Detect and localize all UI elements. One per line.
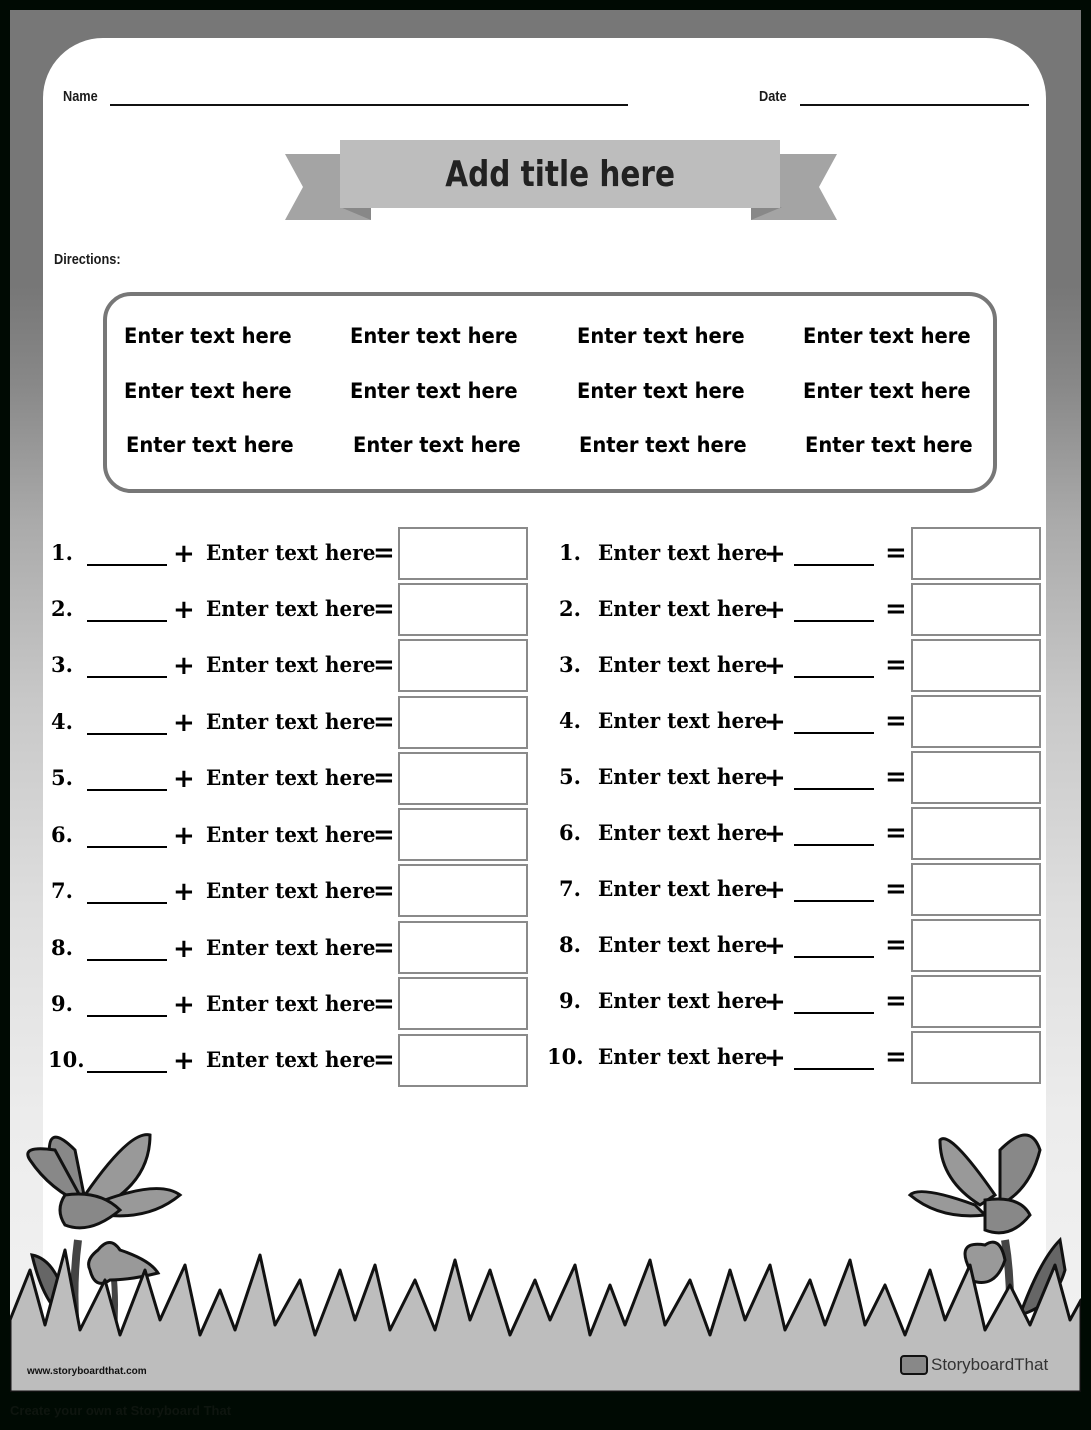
- equals-sign: =: [373, 538, 395, 568]
- problem-number: 5.: [51, 765, 73, 790]
- answer-blank[interactable]: [794, 564, 874, 566]
- equals-sign: =: [373, 989, 395, 1019]
- name-field[interactable]: [110, 104, 628, 106]
- problem-number: 1.: [559, 540, 581, 565]
- plus-sign: +: [764, 651, 786, 681]
- grass-flowers-illustration: [10, 1120, 1081, 1392]
- word-bank-item[interactable]: Enter text here: [577, 324, 745, 348]
- problem-number: 5.: [559, 764, 581, 789]
- plus-sign: +: [173, 821, 195, 851]
- problem-number: 9.: [559, 988, 581, 1013]
- addend-text[interactable]: Enter text here: [598, 652, 768, 677]
- answer-box[interactable]: [398, 752, 528, 805]
- answer-box[interactable]: [911, 583, 1041, 636]
- answer-box[interactable]: [911, 919, 1041, 972]
- equals-sign: =: [885, 986, 907, 1016]
- answer-blank[interactable]: [87, 564, 167, 566]
- answer-blank[interactable]: [87, 620, 167, 622]
- answer-box[interactable]: [911, 695, 1041, 748]
- answer-box[interactable]: [398, 1034, 528, 1087]
- plus-sign: +: [173, 708, 195, 738]
- plus-sign: +: [173, 539, 195, 569]
- answer-blank[interactable]: [87, 1071, 167, 1073]
- problem-number: 7.: [51, 878, 73, 903]
- speech-bubble-icon: [900, 1355, 928, 1375]
- equals-sign: =: [885, 930, 907, 960]
- answer-box[interactable]: [398, 639, 528, 692]
- equals-sign: =: [885, 706, 907, 736]
- equals-sign: =: [373, 820, 395, 850]
- equals-sign: =: [373, 933, 395, 963]
- answer-blank[interactable]: [794, 620, 874, 622]
- answer-box[interactable]: [911, 527, 1041, 580]
- problem-number: 10.: [547, 1044, 584, 1069]
- equals-sign: =: [885, 650, 907, 680]
- answer-box[interactable]: [398, 921, 528, 974]
- problem-number: 6.: [51, 822, 73, 847]
- word-bank-item[interactable]: Enter text here: [353, 433, 521, 457]
- addend-text[interactable]: Enter text here: [598, 764, 768, 789]
- equals-sign: =: [885, 594, 907, 624]
- equals-sign: =: [373, 876, 395, 906]
- problem-number: 4.: [51, 709, 73, 734]
- plus-sign: +: [764, 875, 786, 905]
- problem-number: 2.: [51, 596, 73, 621]
- answer-blank[interactable]: [87, 733, 167, 735]
- answer-blank[interactable]: [87, 902, 167, 904]
- answer-blank[interactable]: [794, 900, 874, 902]
- answer-box[interactable]: [398, 527, 528, 580]
- create-your-own-link[interactable]: Create your own at Storyboard That: [10, 1403, 232, 1418]
- equals-sign: =: [885, 762, 907, 792]
- addend-text[interactable]: Enter text here: [206, 596, 376, 621]
- problem-number: 8.: [559, 932, 581, 957]
- addend-text[interactable]: Enter text here: [206, 822, 376, 847]
- word-bank-item[interactable]: Enter text here: [124, 379, 292, 403]
- answer-box[interactable]: [911, 863, 1041, 916]
- answer-box[interactable]: [911, 975, 1041, 1028]
- problem-number: 3.: [559, 652, 581, 677]
- answer-box[interactable]: [911, 751, 1041, 804]
- problem-number: 4.: [559, 708, 581, 733]
- answer-blank[interactable]: [87, 1015, 167, 1017]
- answer-box[interactable]: [911, 807, 1041, 860]
- addend-text[interactable]: Enter text here: [598, 988, 768, 1013]
- answer-blank[interactable]: [794, 732, 874, 734]
- answer-blank[interactable]: [794, 844, 874, 846]
- date-label: Date: [759, 88, 787, 105]
- addend-text[interactable]: Enter text here: [206, 765, 376, 790]
- addend-text[interactable]: Enter text here: [598, 708, 768, 733]
- word-bank-item[interactable]: Enter text here: [350, 324, 518, 348]
- plus-sign: +: [173, 877, 195, 907]
- word-bank-item[interactable]: Enter text here: [350, 379, 518, 403]
- problem-number: 3.: [51, 652, 73, 677]
- problem-number: 8.: [51, 935, 73, 960]
- problem-number: 9.: [51, 991, 73, 1016]
- equals-sign: =: [373, 650, 395, 680]
- plus-sign: +: [173, 764, 195, 794]
- directions-label: Directions:: [54, 251, 121, 268]
- answer-blank[interactable]: [794, 956, 874, 958]
- word-bank-item[interactable]: Enter text here: [124, 324, 292, 348]
- worksheet-title[interactable]: Add title here: [340, 140, 780, 208]
- answer-box[interactable]: [911, 639, 1041, 692]
- word-bank-item[interactable]: Enter text here: [803, 379, 971, 403]
- answer-blank[interactable]: [794, 1012, 874, 1014]
- problem-number: 7.: [559, 876, 581, 901]
- problem-number: 2.: [559, 596, 581, 621]
- addend-text[interactable]: Enter text here: [206, 652, 376, 677]
- equals-sign: =: [373, 1045, 395, 1075]
- addend-text[interactable]: Enter text here: [598, 820, 768, 845]
- answer-blank[interactable]: [87, 676, 167, 678]
- plus-sign: +: [764, 819, 786, 849]
- answer-box[interactable]: [398, 977, 528, 1030]
- plus-sign: +: [764, 539, 786, 569]
- addend-text[interactable]: Enter text here: [206, 991, 376, 1016]
- addend-text[interactable]: Enter text here: [598, 1044, 768, 1069]
- equals-sign: =: [885, 818, 907, 848]
- addend-text[interactable]: Enter text here: [206, 935, 376, 960]
- addend-text[interactable]: Enter text here: [206, 878, 376, 903]
- storyboardthat-logo: StoryboardThat: [900, 1355, 1048, 1375]
- plus-sign: +: [764, 987, 786, 1017]
- plus-sign: +: [173, 595, 195, 625]
- footer-url[interactable]: www.storyboardthat.com: [27, 1366, 147, 1377]
- word-bank-item[interactable]: Enter text here: [126, 433, 294, 457]
- word-bank-item[interactable]: Enter text here: [579, 433, 747, 457]
- equals-sign: =: [885, 874, 907, 904]
- equals-sign: =: [885, 538, 907, 568]
- answer-blank[interactable]: [87, 959, 167, 961]
- equals-sign: =: [373, 763, 395, 793]
- plus-sign: +: [173, 651, 195, 681]
- addend-text[interactable]: Enter text here: [598, 876, 768, 901]
- plus-sign: +: [173, 990, 195, 1020]
- plus-sign: +: [764, 931, 786, 961]
- answer-blank[interactable]: [794, 788, 874, 790]
- word-bank-item[interactable]: Enter text here: [805, 433, 973, 457]
- word-bank-item[interactable]: Enter text here: [577, 379, 745, 403]
- addend-text[interactable]: Enter text here: [206, 1047, 376, 1072]
- name-label: Name: [63, 88, 98, 105]
- answer-blank[interactable]: [794, 676, 874, 678]
- plus-sign: +: [764, 1043, 786, 1073]
- problem-number: 1.: [51, 540, 73, 565]
- answer-blank[interactable]: [87, 846, 167, 848]
- addend-text[interactable]: Enter text here: [206, 540, 376, 565]
- addend-text[interactable]: Enter text here: [206, 709, 376, 734]
- addend-text[interactable]: Enter text here: [598, 596, 768, 621]
- equals-sign: =: [373, 594, 395, 624]
- answer-box[interactable]: [398, 583, 528, 636]
- plus-sign: +: [764, 763, 786, 793]
- answer-blank[interactable]: [87, 789, 167, 791]
- date-field[interactable]: [800, 104, 1029, 106]
- addend-text[interactable]: Enter text here: [598, 540, 768, 565]
- answer-box[interactable]: [398, 864, 528, 917]
- answer-blank[interactable]: [794, 1068, 874, 1070]
- answer-box[interactable]: [398, 696, 528, 749]
- problem-number: 6.: [559, 820, 581, 845]
- answer-box[interactable]: [398, 808, 528, 861]
- plus-sign: +: [764, 707, 786, 737]
- equals-sign: =: [885, 1042, 907, 1072]
- plus-sign: +: [173, 1046, 195, 1076]
- problem-number: 10.: [48, 1047, 85, 1072]
- plus-sign: +: [764, 595, 786, 625]
- answer-box[interactable]: [911, 1031, 1041, 1084]
- equals-sign: =: [373, 707, 395, 737]
- word-bank-item[interactable]: Enter text here: [803, 324, 971, 348]
- addend-text[interactable]: Enter text here: [598, 932, 768, 957]
- plus-sign: +: [173, 934, 195, 964]
